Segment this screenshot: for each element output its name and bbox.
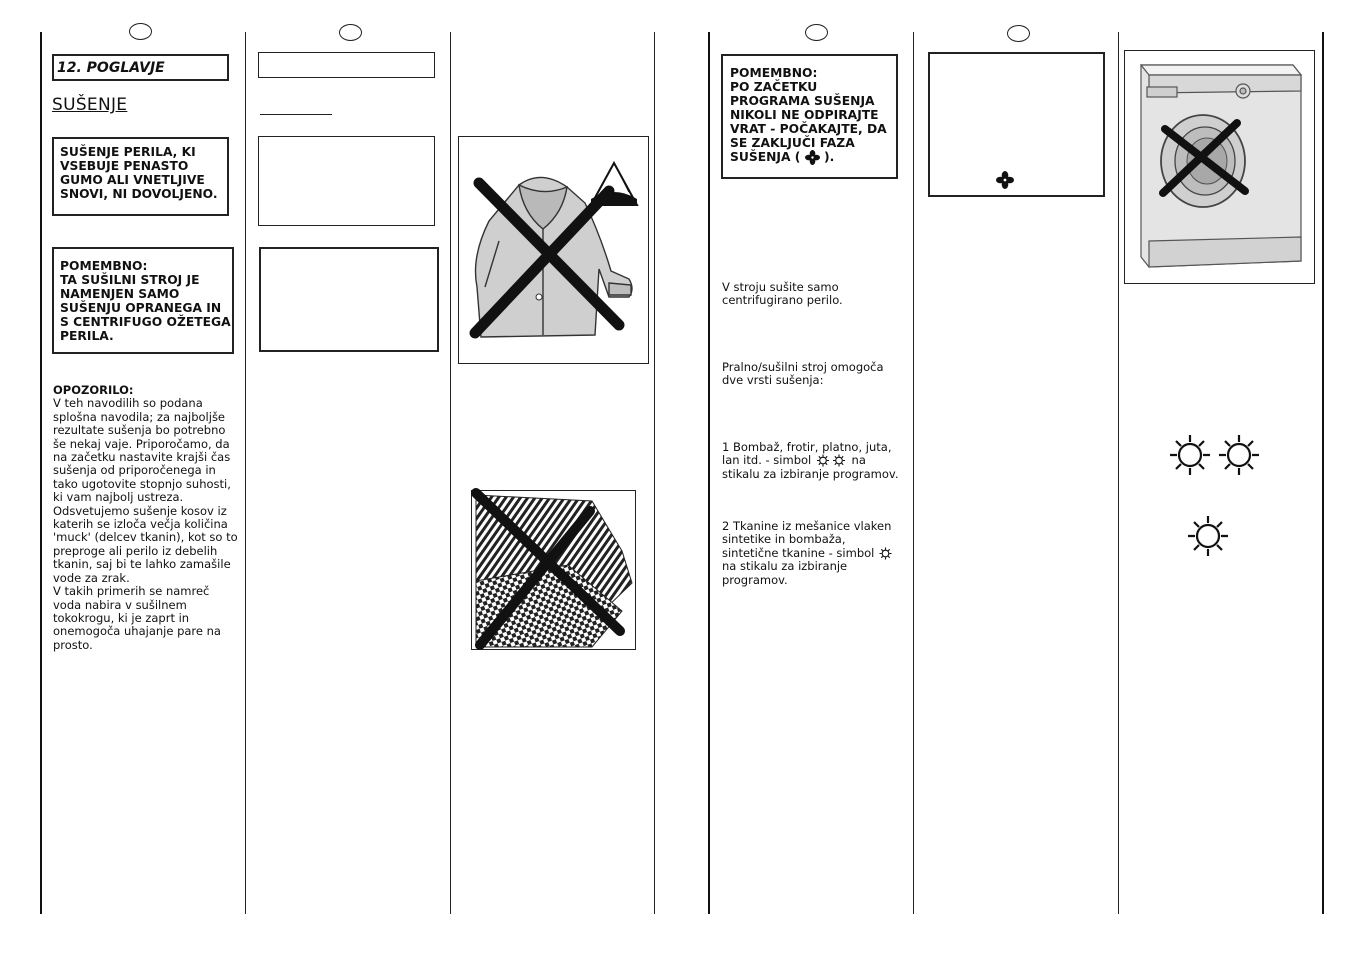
column-rule	[245, 32, 246, 914]
important-door-heading: POMEMBNO:	[730, 66, 818, 80]
important-body: TA SUŠILNI STROJ JE NAMENJEN SAMO SUŠENJU OPRANEGA IN S CENTRIFUGO OŽETEGA PERILA.	[60, 273, 231, 343]
notice-heading: OPOZORILO:	[53, 383, 134, 397]
important-door-content	[730, 66, 898, 165]
important-box	[52, 247, 234, 354]
column-rule	[1118, 32, 1119, 914]
column-rule	[654, 32, 655, 914]
type2-text: 2 Tkanine iz mešanice vlaken sintetike in bombaža, sintetične tkanine - simbol	[722, 519, 892, 560]
jacket-crossed-out-icon	[459, 137, 650, 365]
notice-paragraph: V teh navodilih so podana splošna navodila; za najboljše rezultate sušenja bo potrebno še nekaj vaje. Priporočamo, da na začetku nastavite krajši čas sušenja od priporočenega in tako ugotovite stopnjo suhosti, ki vam najbolj ustreza. Odsvetujemo sušenje kosov iz katerih se izloča večja količina 'muck' (delcev tkanin), kot so to preproge ali perilo iz debelih tkanin, saj bi te lahko zamašile vode za zrak.	[53, 396, 238, 585]
language-marker-oval	[805, 24, 828, 41]
section-title: SUŠENJE	[52, 95, 128, 115]
washing-machine-door-crossed-out-icon	[1125, 51, 1316, 285]
important-door-box	[721, 54, 898, 179]
types-paragraph: Pralno/sušilni stroj omogoča dve vrsti sušenja:	[722, 360, 884, 388]
type2-paragraph	[722, 520, 904, 587]
warning-text: SUŠENJE PERILA, KI VSEBUJE PENASTO GUMO ALI VNETLJIVE SNOVI, NI DOVOLJENO.	[60, 145, 218, 201]
important-box-content	[60, 259, 232, 343]
rug-illustration	[471, 490, 636, 650]
language-marker-oval	[129, 23, 152, 40]
empty-important-box	[259, 247, 439, 352]
type1-paragraph	[722, 441, 904, 481]
important-door-prefix: SUŠENJA (	[730, 150, 801, 164]
single-sun-icon	[1185, 513, 1231, 559]
column-rule	[450, 32, 451, 914]
rug-crossed-out-icon	[472, 491, 637, 651]
important-door-suffix: ).	[823, 150, 835, 164]
washing-machine-illustration	[1124, 50, 1315, 284]
important-door-last-line	[730, 150, 898, 165]
language-marker-oval	[1007, 25, 1030, 42]
column-rule	[40, 32, 42, 914]
empty-chapter-box	[258, 52, 435, 78]
empty-title-rule	[260, 114, 332, 115]
fan-icon	[996, 171, 1014, 189]
type1-text: 1 Bombaž, frotir, platno, juta, lan itd. - simbol	[722, 440, 892, 468]
type1-text-end: na stikalu za izbiranje programov.	[722, 453, 899, 481]
double-sun-icon	[815, 454, 848, 467]
important-heading: POMEMBNO:	[60, 259, 148, 273]
spin-paragraph: V stroju sušite samo centrifugirano perilo.	[722, 280, 843, 308]
single-sun-icon	[878, 547, 893, 560]
type2-text-end: na stikalu za izbiranje programov.	[722, 559, 848, 587]
language-marker-oval	[339, 24, 362, 41]
notice-paragraph: V takih primerih se namreč voda nabira v sušilnem tokokrogu, ki je zaprt in onemogoča uhajanje pare na prosto.	[53, 584, 221, 652]
warning-box	[52, 137, 229, 216]
chapter-box	[52, 54, 229, 81]
column-rule	[913, 32, 914, 914]
double-sun-icon	[1168, 432, 1264, 478]
important-door-body: PO ZAČETKU PROGRAMA SUŠENJA NIKOLI NE ODPIRAJTE VRAT - POČAKAJTE, DA SE ZAKLJUČI FAZA	[730, 80, 887, 150]
column-rule	[1322, 32, 1324, 914]
fan-icon	[805, 150, 820, 165]
empty-important-door-box	[928, 52, 1105, 197]
empty-warning-box	[258, 136, 435, 226]
chapter-label: 12. POGLAVJE	[57, 60, 165, 76]
jacket-illustration	[458, 136, 649, 364]
column-rule	[708, 32, 710, 914]
notice-block	[53, 384, 239, 652]
